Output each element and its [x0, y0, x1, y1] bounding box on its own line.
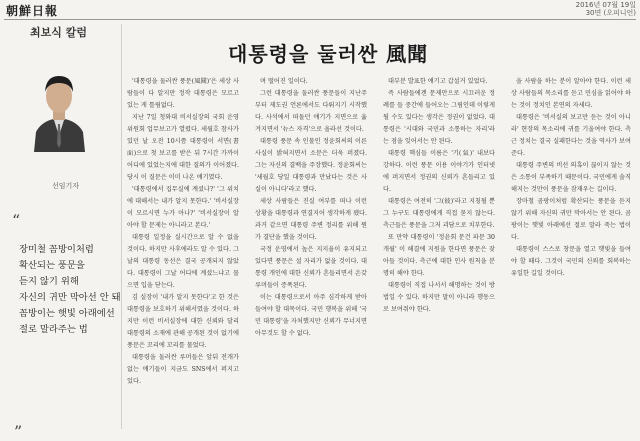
- article-title: 대통령을 둘러싼 風聞: [228, 42, 429, 66]
- paragraph: '대통령을 둘러싼 풍문(風聞)'은 세상 사람들이 다 알지만 정작 대통령은 모르고 있는 게 틀림없다.: [127, 78, 239, 109]
- quote-close-mark: ”: [14, 422, 23, 441]
- paragraph: 대부분 발표한 얘기고 갑설거 있었다.: [388, 78, 488, 85]
- body-column-1: [127, 76, 239, 388]
- body-column-4: [511, 76, 631, 280]
- paragraph: 그런 대통령을 둘러싼 풍문들이 지난주부터 제도권 언론에서도 다뤄지기 시작했다. 사석에서 떠돌던 얘기가 지면으로 옮겨지면서 '뉴스 자격'으로 올라선 것이다.: [255, 90, 367, 133]
- body-column-2: [255, 76, 367, 340]
- paragraph: 또 만약 대통령이 '정윤회 문건 파문 30개월' 이 해결에 지원을 한다면 풍문은 잦아들 것이다. 측근에 대한 인사 원칙을 분명히 해야 한다.: [383, 234, 495, 277]
- date-line-1: 2016년 07월 19일: [575, 1, 636, 9]
- pullquote-line: 자신의 귀만 막아선 안 돼: [19, 292, 121, 303]
- paragraph: 을 사람을 하는 분이 알아야 한다. 이런 세상 사람들의 목소리를 듣고 민심을 읽어야 하는 것이 정치인 본연의 자세다.: [511, 78, 631, 109]
- paragraph: 대통령 일정을 실시간으로 알 수 없을 것이다. 하지만 사후에라도 알 수 있다. 그날의 대통령 동선은 결국 공개되지 않았다. 대통령이 그날 어디에 계셨느냐고 물으면 입을 닫는다.: [127, 234, 239, 289]
- paragraph: 장마철 곰팡이처럼 확산되는 풍문을 듣지 않기 위해 자신의 귀만 막아서는 안 된다. 곰팡이는 햇빛 아래에선 절로 말라 죽는 법이다.: [511, 198, 631, 241]
- pullquote-line: 꼼방이는 햇빛 아래에선: [19, 308, 115, 319]
- top-rule: [4, 19, 636, 20]
- paragraph: 대통령이 스스로 창문을 열고 햇빛을 들여야 할 때다. 그것이 국민의 신뢰를 회복하는 유일한 길일 것이다.: [511, 246, 631, 277]
- date-line: [576, 1, 636, 17]
- paragraph: 이는 대통령으로서 아주 심각하게 받아들여야 할 대목이다. 국민 행복을 위해 '국민 대통령'을 자처했지만 신뢰가 무너지면 아무것도 할 수 없다.: [255, 294, 367, 337]
- paragraph: 즉 사람들에겐 문제만으로 시끄러운 정례를 들 중간에 들어오는 그림인데 이렇게 될 수도 있다는 생각은 정권이 없었다. 대통령은 '시대와 국민과 소통하는 자리'라는 점을 잊어서는 안 된다.: [383, 90, 495, 145]
- paragraph: 대통령을 둘러싼 루머들은 앞뒤 전개가 없는 얘기들이 지금도 SNS에서 퍼지고 있다.: [127, 354, 239, 385]
- pullquote-line: 장미철 꼼방이처럼: [19, 244, 94, 255]
- paragraph: '대통령에서 집무실에 계셨나?' '그 위치에 대해서는 내가 알지 못한다.' '비서실장이 모르시면 누가 아나?' '비서실장이 알아야 할 문제는 아니라고 본다.': [127, 186, 239, 229]
- newspaper-masthead: 朝鮮日報: [6, 4, 59, 18]
- paragraph: 대통령은 여전히 '그(彼)'라고 지칭될 뿐 그 누구도 대통령에게 직접 묻지 않는다. 측근들은 풍문을 그저 괴담으로 치부한다.: [383, 198, 495, 229]
- author-photo: [32, 64, 87, 152]
- date-line-2: 30면 (오피니언): [585, 9, 636, 17]
- author-role: 선임기자: [52, 182, 80, 190]
- paragraph: 대통령 풍문 속 인물인 정윤회씨의 이른 사실이 밝혀지면서 소문은 더욱 퍼졌다. 그는 자신의 결백을 주장했다. 정윤회씨는 '세월호 당일 대통령과 만났다는 것은 사실이 아니다'라고 했다.: [255, 138, 367, 193]
- paragraph: 대통령은 '비서실의 보고만 듣는 것이 아니라' 현장의 목소리에 귀를 기울여야 한다. 측근 정치는 결국 실패한다는 것을 역사가 보여준다.: [511, 114, 631, 157]
- sidebar: [4, 24, 121, 441]
- paragraph: 김 실장이 '내가 알지 못한다'고 한 것은 대통령을 보호하기 위해서였을 것이다. 하지만 이런 비서실장에 대한 신뢰와 달리 대통령의 소재에 관해 공개된 것이 없기에 풍문은 꼬리에 꼬리를 물었다.: [127, 294, 239, 349]
- pullquote-line: 확산되는 풍문을: [19, 260, 85, 271]
- paragraph: 대통령 핵심들 이름은 '기(氣)' 내보다 강하다. 이런 풍문 이용 이야기가 인터넷에 퍼지면서 정권의 신뢰가 흔들리고 있다.: [383, 150, 495, 193]
- column-name: 최보식 칼럼: [30, 26, 87, 39]
- paragraph: 대통령 주변의 비선 의혹이 끊이지 않는 것은 소통이 부족하기 때문이다. 국민에게 솔직해지는 것만이 풍문을 잠재우는 길이다.: [511, 162, 631, 193]
- column-divider: [121, 24, 122, 429]
- paragraph: 국정 운영에서 높은 지지율이 유지되고 있다면 풍문은 설 자리가 없을 것이다. 대통령 개인에 대한 신뢰가 흔들리면서 온갖 루머들이 증폭된다.: [255, 246, 367, 289]
- paragraph: 지난 7일 청와대 비서실장의 국회 운영위원회 업무보고가 열렸다. 세월호 참사가 있던 날 오전 10시쯤 대통령이 서면(書面)으로 첫 보고를 받은 뒤 7시간 가까이 어디에 있었는지에 대한 질의가 이어졌다. 당시 이 질문은 이미 나온 얘기였다.: [127, 114, 239, 181]
- paragraph: 며 떨어진 일이다.: [260, 78, 308, 85]
- paragraph: 대통령이 직접 나서서 해명하는 것이 방법일 수 있다. 하지만 말이 아니라 행동으로 보여줘야 한다.: [383, 282, 495, 313]
- paragraph: 세상 사람들은 진실 여부를 떠나 이런 상황을 대통령과 연결지어 생각하게 됐다. 과거 같으면 대통령 주변 정리를 위해 뭔가 결단을 했을 것이다.: [255, 198, 367, 241]
- pullquote-line: 듣지 않기 위해: [19, 276, 79, 287]
- quote-open-mark: “: [12, 211, 21, 230]
- pullquote: [19, 242, 119, 338]
- pullquote-line: 절로 말라주는 법: [19, 324, 88, 335]
- body-column-3: [383, 76, 495, 316]
